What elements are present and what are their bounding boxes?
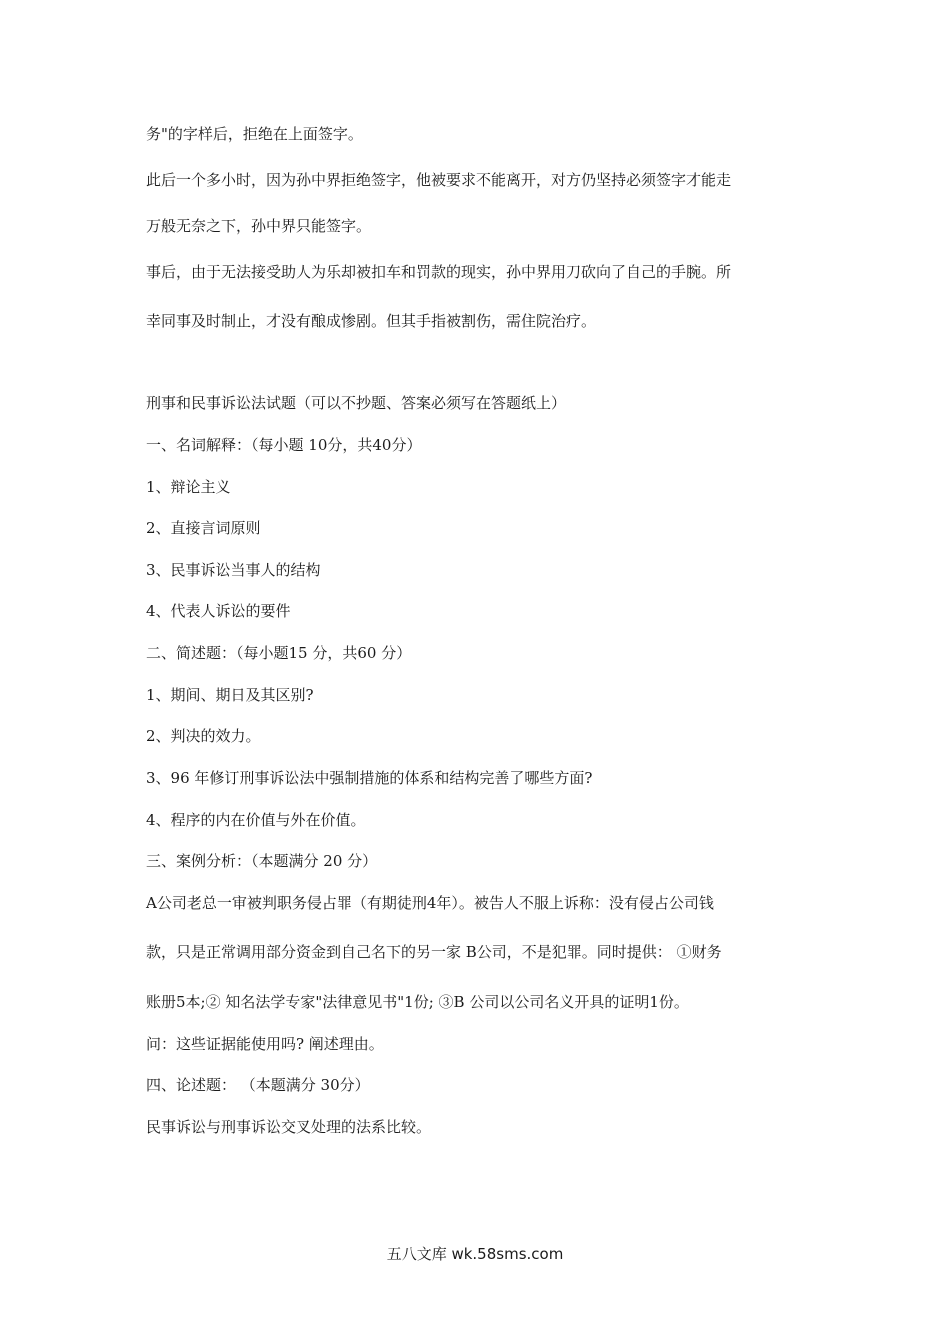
question-item: 2、直接言词原则 [146, 519, 261, 537]
case-text: 款，只是正常调用部分资金到自己名下的另一家 B公司，不是犯罪。同时提供： ①财务 [146, 943, 722, 961]
question-item: 1、辩论主义 [146, 478, 231, 496]
question-item: 问：这些证据能使用吗? 阐述理由。 [146, 1035, 384, 1053]
text-line: 务"的字样后，拒绝在上面签字。 [146, 125, 363, 143]
case-text: 账册5本;② 知名法学专家"法律意见书"1份; ③B 公司以公司名义开具的证明1份。 [146, 993, 689, 1011]
question-item: 民事诉讼与刑事诉讼交叉处理的法系比较。 [146, 1118, 432, 1136]
question-item: 2、判决的效力。 [146, 727, 261, 745]
section-heading: 三、案例分析：（本题满分 20 分） [146, 852, 378, 870]
case-text: A公司老总一审被判职务侵占罪（有期徒刑4年）。被告人不服上诉称：没有侵占公司钱 [146, 894, 714, 912]
section-heading: 四、论述题： （本题满分 30分） [146, 1076, 370, 1094]
text-line: 此后一个多小时，因为孙中界拒绝签字，他被要求不能离开，对方仍坚持必须签字才能走 [146, 171, 732, 189]
question-item: 4、程序的内在价值与外在价值。 [146, 811, 366, 829]
exam-title: 刑事和民事诉讼法试题（可以不抄题、答案必须写在答题纸上） [146, 394, 567, 412]
text-line: 事后，由于无法接受助人为乐却被扣车和罚款的现实，孙中界用刀砍向了自己的手腕。所 [146, 263, 732, 281]
text-line: 万般无奈之下，孙中界只能签字。 [146, 217, 372, 235]
text-line: 幸同事及时制止，才没有酿成惨剧。但其手指被割伤，需住院治疗。 [146, 312, 597, 330]
question-item: 3、民事诉讼当事人的结构 [146, 561, 321, 579]
question-item: 3、96 年修订刑事诉讼法中强制措施的体系和结构完善了哪些方面? [146, 769, 593, 787]
page-footer: 五八文库 wk.58sms.com [386, 1245, 564, 1263]
question-item: 1、期间、期日及其区别? [146, 686, 314, 704]
question-item: 4、代表人诉讼的要件 [146, 602, 291, 620]
section-heading: 二、简述题：（每小题15 分，共60 分） [146, 644, 412, 662]
section-heading: 一、名词解释：（每小题 10分，共40分） [146, 436, 422, 454]
